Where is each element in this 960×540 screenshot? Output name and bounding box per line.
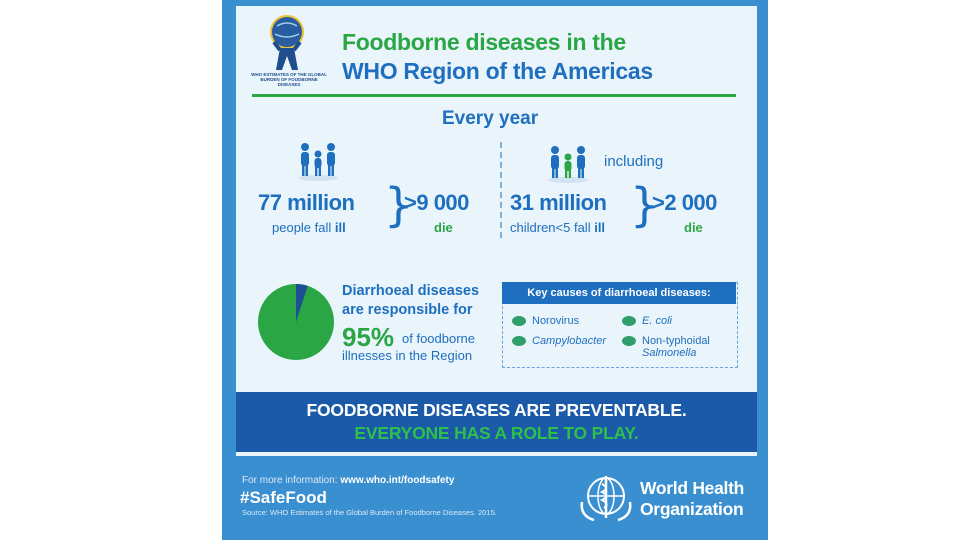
- safefood-hashtag: #SafeFood: [240, 488, 327, 507]
- stat-2000-die: >2 000: [652, 190, 717, 215]
- diarrhoeal-text: [342, 282, 479, 320]
- diarrhoeal-line-1: Diarrhoeal diseases: [342, 283, 480, 299]
- logo-text: WHO ESTIMATES OF THE GLOBAL BURDEN OF FOODBORNE DISEASES: [251, 72, 327, 87]
- more-info-link[interactable]: www.who.int/foodsafety: [340, 475, 455, 486]
- stat-ill-text: ill: [334, 220, 346, 235]
- brace-icon: }: [630, 178, 660, 232]
- ecoli-icon: [622, 316, 636, 326]
- band-line-2: EVERYONE HAS A ROLE TO PLAY.: [354, 423, 639, 443]
- diarrhoeal-percent: 95%: [342, 322, 395, 352]
- stat-people-fall-text: people fall: [272, 220, 332, 235]
- stat-77-million: 77 million: [258, 190, 355, 215]
- stat-children-ill-text: ill: [594, 220, 606, 235]
- campylobacter-icon: [512, 336, 526, 346]
- stat-children-text: children<5 fall: [510, 220, 591, 235]
- source-note: Source: WHO Estimates of the Global Burden of Foodborne Diseases. 2015.: [242, 508, 497, 517]
- who-emblem-icon: [576, 472, 636, 524]
- stat-people-fall-ill: [272, 220, 346, 235]
- band-line-1: FOODBORNE DISEASES ARE PREVENTABLE.: [306, 400, 687, 420]
- norovirus-icon: [512, 316, 526, 326]
- stat-children-die-label: die: [684, 220, 703, 235]
- cause-non-typhoidal: Non-typhoidal: [642, 335, 710, 347]
- stat-9000-die: >9 000: [404, 190, 469, 215]
- cause-salmonella: Salmonella: [642, 347, 697, 359]
- title-line-1: Foodborne diseases in the: [342, 29, 626, 55]
- cause-campylobacter: Campylobacter: [532, 335, 606, 347]
- more-info: [242, 475, 454, 486]
- who-name: [640, 478, 744, 520]
- family-icon: [296, 138, 340, 182]
- diarrhoeal-line-2: are responsible for: [342, 302, 473, 318]
- title-line-2: WHO Region of the Americas: [342, 58, 653, 84]
- page-title: [342, 28, 653, 86]
- cause-norovirus: Norovirus: [532, 315, 580, 327]
- title-divider: [252, 94, 736, 97]
- stat-die-label: die: [434, 220, 453, 235]
- stat-children-fall-ill: [510, 220, 605, 235]
- family-child-icon: [546, 142, 590, 184]
- stats-divider: [500, 142, 502, 238]
- cause-ecoli: E. coli: [642, 315, 672, 327]
- diarrhoeal-sub-1: of foodborne: [402, 331, 476, 346]
- including-label: including: [604, 153, 664, 170]
- key-causes-header: Key causes of diarrhoeal diseases:: [502, 282, 736, 304]
- stat-31-million: 31 million: [510, 190, 607, 215]
- every-year-heading: Every year: [442, 108, 539, 129]
- diarrhoeal-sub-2: illnesses in the Region: [342, 348, 473, 363]
- diarrhoeal-pie-chart: [256, 282, 336, 362]
- more-info-label: For more information:: [242, 475, 338, 486]
- salmonella-icon: [622, 336, 636, 346]
- who-name-line-2: Organization: [640, 499, 744, 519]
- who-name-line-1: World Health: [640, 478, 744, 498]
- brace-icon: }: [384, 178, 414, 232]
